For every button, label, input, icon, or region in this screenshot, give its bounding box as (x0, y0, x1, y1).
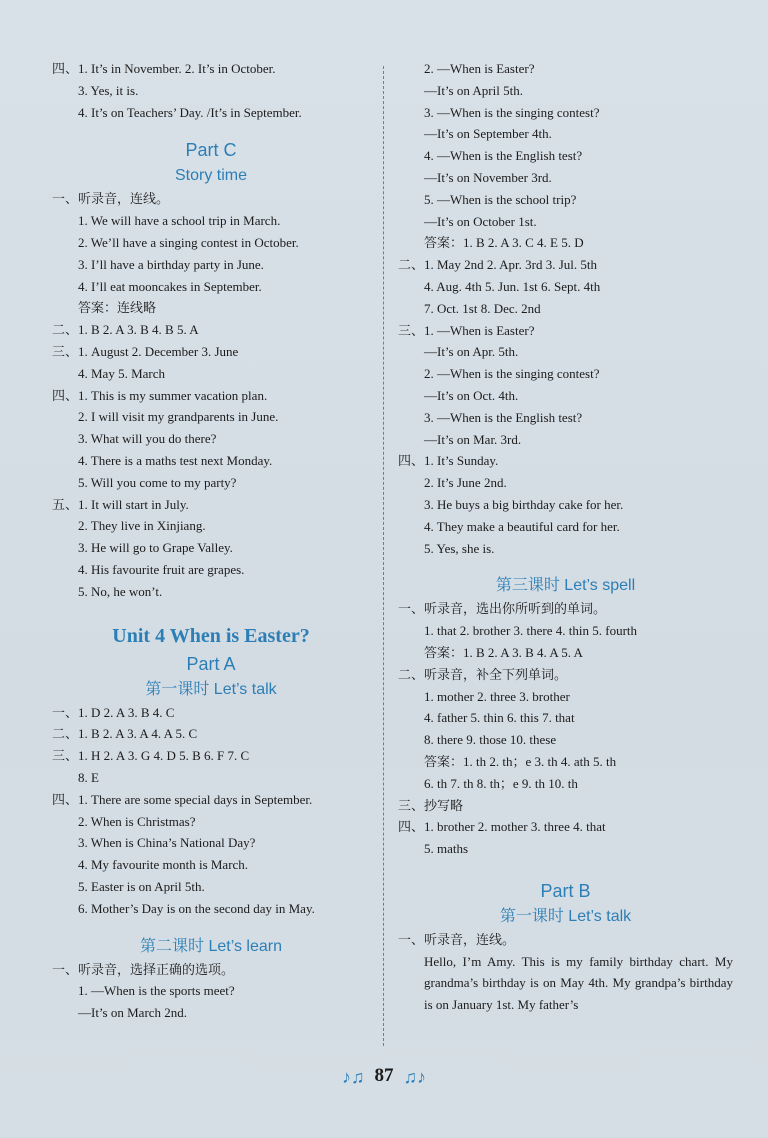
text-line: 4. May 5. March (78, 365, 166, 381)
spacer (398, 860, 733, 878)
text-line: Hello, I’m Amy. This is my family birthday chart. My grandma’s birthday is on May 4th. My grandpa’s birthday is on January 1st. My father’s (424, 953, 733, 1013)
text-line: 2. We’ll have a singing contest in October. (78, 234, 299, 250)
section-heading: Story time (174, 167, 247, 185)
text-line: 5. —When is the school trip? (424, 191, 577, 207)
music-note-icon: ♪♫ (342, 1066, 365, 1087)
text-line: 5. Yes, she is. (424, 540, 495, 556)
text-line: 一、听录音，连线。 (398, 931, 516, 947)
text-line: 五、1. It will start in July. (52, 496, 189, 512)
text-line: 3. When is China’s National Day? (78, 835, 256, 851)
right-column (398, 58, 733, 1016)
text-line: 答案：1. B 2. A 3. B 4. A 5. A (424, 644, 583, 660)
section-heading: Unit 4 When is Easter? (112, 624, 310, 647)
text-line: —It’s on April 5th. (424, 82, 523, 98)
text-line: 四、1. brother 2. mother 3. three 4. that (398, 819, 606, 835)
text-line: 5. Will you come to my party? (78, 474, 237, 490)
section-heading: 第一课时 Let’s talk (499, 907, 632, 925)
text-line: 一、听录音，连线。 (52, 191, 170, 207)
text-line: 4. His favourite fruit are grapes. (78, 561, 245, 577)
text-line: 4. father 5. thin 6. this 7. that (424, 710, 575, 726)
text-line: 一、1. D 2. A 3. B 4. C (52, 704, 175, 720)
section-heading: 第一课时 Let’s talk (145, 680, 277, 698)
text-line: 1. that 2. brother 3. there 4. thin 5. fourth (424, 623, 638, 639)
text-line: 6. Mother’s Day is on the second day in May. (78, 900, 315, 916)
spacer (52, 123, 370, 137)
text-line: 一、听录音，选出你所听到的单词。 (398, 601, 607, 617)
text-line: 四、1. This is my summer vacation plan. (52, 387, 268, 403)
text-line: —It’s on Oct. 4th. (424, 387, 519, 403)
text-line: 6. th 7. th 8. th；e 9. th 10. th (424, 775, 578, 791)
text-line: 四、1. There are some special days in September. (52, 791, 313, 807)
text-line: 3. What will you do there? (78, 431, 217, 447)
text-line: —It’s on Mar. 3rd. (424, 431, 522, 447)
text-line: 4. My favourite month is March. (78, 857, 249, 873)
spacer (52, 603, 370, 621)
text-line: 答案：1. B 2. A 3. C 4. E 5. D (424, 235, 584, 251)
text-line: 2. I will visit my grandparents in June. (78, 409, 279, 425)
spacer (52, 920, 370, 934)
text-line: 2. They live in Xinjiang. (78, 518, 206, 534)
text-line: 4. Aug. 4th 5. Jun. 1st 6. Sept. 4th (424, 278, 601, 294)
text-line: 答案：连线略 (78, 300, 157, 316)
text-line: 三、1. August 2. December 3. June (52, 343, 239, 359)
text-line: 2. When is Christmas? (78, 813, 196, 829)
section-heading: 第三课时 Let’s spell (495, 577, 636, 595)
text-line: 三、1. H 2. A 3. G 4. D 5. B 6. F 7. C (52, 748, 250, 764)
text-line: 3. —When is the singing contest? (424, 104, 600, 120)
page-footer (0, 1058, 768, 1094)
text-line: 三、抄写略 (398, 797, 464, 813)
section-heading: Part C (185, 140, 237, 161)
text-line: —It’s on November 3rd. (424, 169, 552, 185)
text-line: 答案：1. th 2. th；e 3. th 4. ath 5. th (424, 753, 617, 769)
text-line: 3. He buys a big birthday cake for her. (424, 496, 624, 512)
text-line: 3. I’ll have a birthday party in June. (78, 256, 264, 272)
text-line: 四、1. It’s Sunday. (398, 453, 499, 469)
text-line: 二、1. May 2nd 2. Apr. 3rd 3. Jul. 5th (398, 257, 597, 273)
text-line: 一、听录音，选择正确的选项。 (52, 961, 235, 977)
left-column (52, 58, 370, 1024)
text-line: —It’s on October 1st. (424, 213, 537, 229)
text-line: 4. They make a beautiful card for her. (424, 518, 620, 534)
text-line: 8. there 9. those 10. these (424, 732, 557, 748)
text-line: 二、1. B 2. A 3. B 4. B 5. A (52, 322, 199, 338)
text-line: 2. —When is the singing contest? (424, 366, 600, 382)
text-line: 四、1. It’s in November. 2. It’s in October. (52, 61, 276, 76)
text-line: —It’s on March 2nd. (78, 1005, 188, 1021)
text-line: 5. Easter is on April 5th. (78, 878, 205, 894)
text-line: 7. Oct. 1st 8. Dec. 2nd (424, 300, 541, 316)
text-line: 5. maths (424, 841, 469, 857)
music-note-icon: ♫♪ (403, 1066, 426, 1087)
text-line: —It’s on September 4th. (424, 126, 552, 142)
section-heading: Part B (540, 880, 591, 901)
section-heading: Part A (186, 653, 236, 674)
text-line: 2. —When is Easter? (424, 61, 535, 76)
page-number: 87 (374, 1065, 394, 1086)
text-line: 3. —When is the English test? (424, 409, 583, 425)
text-line: 1. —When is the sports meet? (78, 983, 235, 999)
text-line: 二、听录音，补全下列单词。 (398, 666, 568, 682)
text-line: 4. —When is the English test? (424, 148, 583, 164)
text-line: 1. mother 2. three 3. brother (424, 688, 570, 704)
text-line: 1. We will have a school trip in March. (78, 213, 281, 229)
section-heading: 第二课时 Let’s learn (140, 937, 282, 955)
text-line: 4. There is a maths test next Monday. (78, 452, 273, 468)
text-line: 3. Yes, it is. (78, 82, 139, 98)
text-line: 二、1. B 2. A 3. A 4. A 5. C (52, 726, 198, 742)
text-line: 3. He will go to Grape Valley. (78, 540, 233, 556)
text-line: 8. E (78, 769, 99, 785)
text-line: 4. It’s on Teachers’ Day. /It’s in September. (78, 104, 302, 120)
text-line: 5. No, he won’t. (78, 583, 163, 599)
text-line: —It’s on Apr. 5th. (424, 344, 519, 360)
spacer (398, 559, 733, 573)
text-line: 2. It’s June 2nd. (424, 475, 507, 491)
text-line: 三、1. —When is Easter? (398, 322, 535, 338)
text-line: 4. I’ll eat mooncakes in September. (78, 278, 262, 294)
column-divider (383, 66, 384, 1046)
